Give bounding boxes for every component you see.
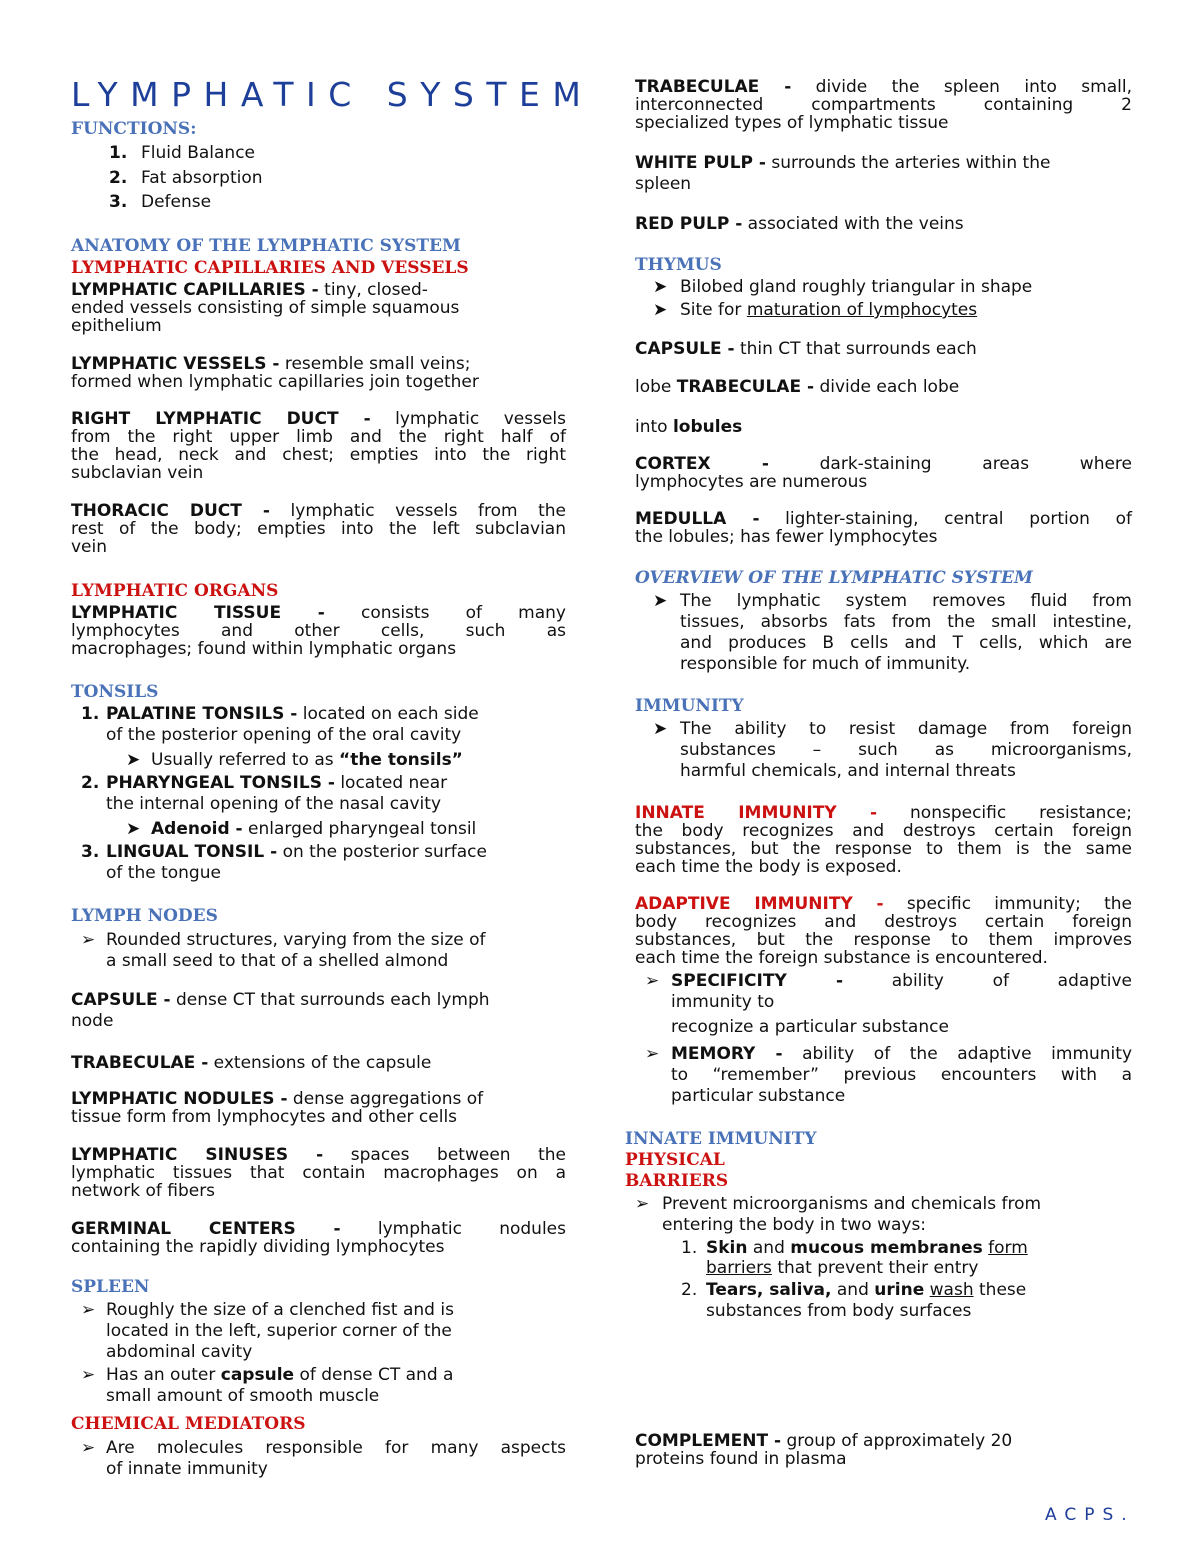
innate-immunity-def: INNATE IMMUNITY - nonspecific resistance; the body recognizes and destroys certain foreign substances, but the response to them is the same each time the body is exposed. (635, 803, 1132, 877)
arrow-bullet-icon: ➤ (653, 277, 668, 297)
list-item: ➢ Roughly the size of a clenched fist and is located in the left, superior corner of the abdominal cavity (81, 1300, 454, 1362)
thoracic-def: THORACIC DUCT - lymphatic vessels from the rest of the body; empties into the left subclavian vein (71, 501, 566, 557)
list-item: ➤ The ability to resist damage from foreign substances – such as microorganisms, harmful chemicals, and internal threats (653, 719, 1132, 781)
list-item: ➤ Adenoid - enlarged pharyngeal tonsil (126, 819, 477, 839)
trabeculae-def: TRABECULAE - extensions of the capsule (71, 1053, 432, 1073)
overview-heading: OVERVIEW OF THE LYMPHATIC SYSTEM (635, 568, 1033, 588)
medulla-def: MEDULLA - lighter-staining, central portion of the lobules; has fewer lymphocytes (635, 509, 1132, 547)
arrow-bullet-icon: ➤ (653, 719, 668, 739)
red-pulp-def: RED PULP - associated with the veins (635, 214, 964, 234)
arrow-bullet-icon: ➤ (653, 591, 668, 611)
white-pulp-def: WHITE PULP - surrounds the arteries within the spleen (635, 153, 1051, 194)
list-item: ➢ MEMORY - ability of the adaptive immunity to “remember” previous encounters with a particular substance (645, 1044, 1133, 1106)
arrow-bullet-icon: ➤ (653, 300, 668, 320)
footer-initials: ACPS. (1045, 1505, 1135, 1525)
capillaries-def: LYMPHATIC CAPILLARIES - tiny, closed- ended vessels consisting of simple squamous epithelium (71, 280, 460, 336)
page-title: LYMPHATIC SYSTEM (71, 75, 594, 114)
adaptive-immunity-def: ADAPTIVE IMMUNITY - specific immunity; the body recognizes and destroys certain foreign substances, but the response to them improves each time the foreign substance is encountered. (635, 894, 1133, 968)
list-item: ➢ SPECIFICITY - ability of adaptive immunity to recognize a particular substance (645, 971, 1132, 1037)
cortex-def: CORTEX - dark-staining areas where lymphocytes are numerous (635, 454, 1133, 492)
chem-mediators-heading: CHEMICAL MEDIATORS (71, 1414, 306, 1434)
arrow-bullet-icon: ➢ (645, 971, 660, 991)
list-item: 2. PHARYNGEAL TONSILS - located near the internal opening of the nasal cavity (81, 773, 448, 814)
trabeculae-spleen-def: TRABECULAE - divide the spleen into small, interconnected compartments containing 2 specialized types of lymphatic tissue (635, 77, 1132, 133)
thymus-trabeculae-def: lobe TRABECULAE - divide each lobe (635, 377, 960, 397)
list-item: ➤ The lymphatic system removes fluid from tissues, absorbs fats from the small intestine, and produces B cells and T cells, which are responsible for much of immunity. (653, 591, 1132, 674)
list-item: 3. LINGUAL TONSIL - on the posterior surface of the tongue (81, 842, 487, 883)
physical-heading: PHYSICAL (625, 1150, 725, 1170)
arrow-bullet-icon: ➢ (81, 1438, 96, 1458)
immunity-heading: IMMUNITY (635, 696, 744, 716)
list-item: 2. Tears, saliva, and urine wash these substances from body surfaces (681, 1280, 1027, 1321)
right-duct-def: RIGHT LYMPHATIC DUCT - lymphatic vessels from the right upper limb and the right half of the head, neck and chest; empties into the right subclavian vein (71, 409, 566, 483)
arrow-bullet-icon: ➤ (126, 750, 141, 770)
tissue-def: LYMPHATIC TISSUE - consists of many lymphocytes and other cells, such as macrophages; found within lymphatic organs (71, 603, 566, 659)
capsule-def: CAPSULE - dense CT that surrounds each lymph node (71, 990, 490, 1031)
functions-heading: FUNCTIONS: (71, 119, 197, 139)
list-item: ➢ Has an outer capsule of dense CT and a small amount of smooth muscle (81, 1365, 454, 1406)
list-item: ➢ Prevent microorganisms and chemicals from entering the body in two ways: (635, 1194, 1042, 1235)
list-item: ➤ Usually referred to as “the tonsils” (126, 750, 463, 770)
list-item: ➢ Rounded structures, varying from the size of a small seed to that of a shelled almond (81, 930, 486, 971)
cap-vessels-heading: LYMPHATIC CAPILLARIES AND VESSELS (71, 258, 469, 278)
arrow-bullet-icon: ➢ (645, 1044, 660, 1064)
anatomy-heading: ANATOMY OF THE LYMPHATIC SYSTEM (71, 236, 461, 256)
barriers-heading: BARRIERS (625, 1171, 729, 1191)
list-item: 1. Skin and mucous membranes form barriers that prevent their entry (681, 1238, 1028, 1278)
lobules-text: into lobules (635, 417, 743, 437)
arrow-bullet-icon: ➢ (81, 1365, 96, 1385)
organs-heading: LYMPHATIC ORGANS (71, 581, 279, 601)
thymus-heading: THYMUS (635, 255, 722, 275)
nodules-def: LYMPHATIC NODULES - dense aggregations of tissue form from lymphocytes and other cells (71, 1089, 484, 1127)
germinal-def: GERMINAL CENTERS - lymphatic nodules containing the rapidly dividing lymphocytes (71, 1219, 566, 1257)
arrow-bullet-icon: ➢ (635, 1194, 650, 1214)
arrow-bullet-icon: ➢ (81, 1300, 96, 1320)
list-item: 1. PALATINE TONSILS - located on each side of the posterior opening of the oral cavity (81, 704, 479, 745)
arrow-bullet-icon: ➤ (126, 819, 141, 839)
list-item: ➢ Are molecules responsible for many aspects of innate immunity (81, 1438, 566, 1479)
spleen-heading: SPLEEN (71, 1277, 150, 1297)
nodes-heading: LYMPH NODES (71, 906, 218, 926)
sinuses-def: LYMPHATIC SINUSES - spaces between the lymphatic tissues that contain macrophages on a network of fibers (71, 1145, 566, 1201)
complement-def: COMPLEMENT - group of approximately 20 proteins found in plasma (635, 1431, 1013, 1469)
thymus-capsule-def: CAPSULE - thin CT that surrounds each (635, 339, 977, 359)
innate-immunity-heading: INNATE IMMUNITY (625, 1129, 817, 1149)
arrow-bullet-icon: ➢ (81, 930, 96, 950)
vessels-def: LYMPHATIC VESSELS - resemble small veins; formed when lymphatic capillaries join together (71, 354, 479, 392)
tonsils-heading: TONSILS (71, 682, 159, 702)
